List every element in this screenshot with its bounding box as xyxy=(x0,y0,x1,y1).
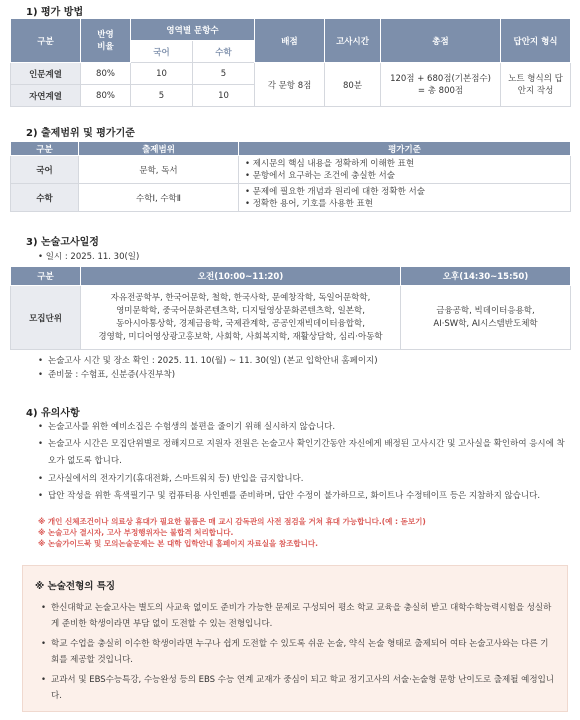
table-row xyxy=(11,286,571,350)
afternoon-units xyxy=(401,286,571,350)
header-math: 수학 xyxy=(193,41,255,63)
morning-units xyxy=(81,286,401,350)
warning-line: ※ 논술가이드북 및 모의논술문제는 본 대학 입학안내 홈페이지 자료실을 참조합니다. xyxy=(38,539,318,548)
table-row xyxy=(11,156,571,184)
evaluation-table xyxy=(10,18,571,107)
header-score: 배점 xyxy=(255,19,325,63)
math-count-cell: 10 xyxy=(193,85,255,107)
schedule-notes xyxy=(38,354,558,382)
unit-line: 영미문학학, 중국어문화콘텐츠학, 디지털영상문화콘텐츠학, 일본학, xyxy=(116,305,365,316)
criteria-line: • 제시문의 핵심 내용을 정확하게 이해한 표현 xyxy=(245,158,415,169)
schedule-table xyxy=(10,266,571,350)
division-cell: 국어 xyxy=(11,156,79,184)
unit-line: 금융공학, 빅데이터응용학, xyxy=(436,305,535,316)
list-item: • 고사실에서의 전자기기(휴대전화, 스마트워치 등) 반입을 금지합니다. xyxy=(38,472,566,486)
features-title: ※ 논술전형의 특징 xyxy=(35,581,116,592)
warnings xyxy=(38,516,566,549)
unit-line: 자유전공학부, 한국어문학, 철학, 한국사학, 문예창작학, 독일어문학학, xyxy=(110,292,371,303)
criteria-cell xyxy=(239,184,571,212)
header-time: 고사시간 xyxy=(325,19,381,63)
ratio-cell: 80% xyxy=(81,85,131,107)
scope-table xyxy=(10,141,571,212)
header-morning: 오전(10:00~11:20) xyxy=(81,267,401,286)
header-division: 구분 xyxy=(11,19,81,63)
list-item: • 교과서 및 EBS수능특강, 수능완성 등의 EBS 수능 연계 교재가 중심이 되고 학교 정기고사의 서술·논술형 문항 난이도로 출제될 예정입니다. xyxy=(41,672,556,704)
table-row xyxy=(11,63,571,85)
total-cell xyxy=(381,63,501,107)
list-item: • 논술고사를 위한 예비소집은 수험생의 불편을 줄이기 위해 실시하지 않습니다. xyxy=(38,420,566,434)
korean-count-cell: 10 xyxy=(131,63,193,85)
total-line-2: = 총 800점 xyxy=(417,85,464,96)
header-division: 구분 xyxy=(11,267,81,286)
header-total: 총점 xyxy=(381,19,501,63)
unit-line: 동아시아통상학, 경제금융학, 국제관계학, 공공인재빅데이터융합학, xyxy=(116,318,365,329)
time-cell: 80분 xyxy=(325,63,381,107)
criteria-line: • 문항에서 요구하는 조건에 충실한 서술 xyxy=(245,170,395,181)
header-criteria: 평가기준 xyxy=(239,142,571,156)
list-item: • 답안 작성을 위한 흑색필기구 및 컴퓨터용 사인펜를 준비하며, 답안 수정이 불가하므로, 화이트나 수정테이프 등은 지참하지 않습니다. xyxy=(38,488,566,505)
answer-form-cell: 노트 형식의 답안지 작성 xyxy=(501,63,571,107)
header-korean: 국어 xyxy=(131,41,193,63)
list-item: • 한신대학교 논술고사는 별도의 사교육 없이도 준비가 가능한 문제로 구성되어 평소 학교 교육을 충실히 받고 대학수학능력시험을 성실하게 준비한 학생이라면 부담 없이 도전할 수 있는 전형입니다. xyxy=(41,600,556,632)
criteria-line: • 정확한 용어, 기호를 사용한 표현 xyxy=(245,198,373,209)
korean-count-cell: 5 xyxy=(131,85,193,107)
row-label: 모집단위 xyxy=(11,286,81,350)
table-row xyxy=(11,184,571,212)
unit-line: AI·SW학, AI시스템반도체학 xyxy=(433,318,538,329)
range-cell: 수학Ⅰ, 수학Ⅱ xyxy=(79,184,239,212)
warning-line: ※ 논술고사 결시자, 고사 부정행위자는 불합격 처리합니다. xyxy=(38,528,234,537)
list-item: • 논술고사 시간 및 장소 확인 : 2025. 11. 10(월) ~ 11. 30(일) (본교 입학안내 홈페이지) xyxy=(38,354,558,368)
header-division: 구분 xyxy=(11,142,79,156)
section-title-scope: 2) 출제범위 및 평가기준 xyxy=(26,128,135,139)
score-cell: 각 문항 8점 xyxy=(255,63,325,107)
criteria-cell xyxy=(239,156,571,184)
range-cell: 문학, 독서 xyxy=(79,156,239,184)
header-range: 출제범위 xyxy=(79,142,239,156)
features-list xyxy=(41,600,556,708)
header-ratio: 반영 비율 xyxy=(81,19,131,63)
list-item: • 학교 수업을 충실히 이수한 학생이라면 누구나 쉽게 도전할 수 있도록 쉬운 논술, 약식 논술 형태로 출제되어 여타 논술고사와는 다른 기회를 제공할 것입니다. xyxy=(41,636,556,668)
section-title-schedule: 3) 논술고사일정 xyxy=(26,237,99,248)
division-cell: 자연계열 xyxy=(11,85,81,107)
division-cell: 인문계열 xyxy=(11,63,81,85)
list-item: • 논술고사 시간은 모집단위별로 정해지므로 지원자 전원은 논술고사 확인기간동안 자신에게 배정된 고사시간 및 고사실을 확인하여 응시에 착오가 없도록 합니다. xyxy=(38,436,566,470)
warning-line: ※ 개인 신체조건이나 의료상 휴대가 필요한 물품은 매 교시 감독관의 사전 점검을 거쳐 휴대 가능합니다.(예 : 돋보기) xyxy=(38,517,426,526)
section-title-precautions: 4) 유의사항 xyxy=(26,408,80,419)
unit-line: 경영학, 미디어영상광고홍보학, 사회학, 사회복지학, 재활상담학, 심리·아동학 xyxy=(98,331,383,342)
criteria-line: • 문제에 필요한 개념과 원리에 대한 정확한 서술 xyxy=(245,186,425,197)
header-question-count: 영역별 문항수 xyxy=(131,19,255,41)
section-title-evaluation: 1) 평가 방법 xyxy=(26,7,84,18)
features-box xyxy=(22,565,568,712)
division-cell: 수학 xyxy=(11,184,79,212)
header-afternoon: 오후(14:30~15:50) xyxy=(401,267,571,286)
total-line-1: 120점 + 680점(기본점수) xyxy=(390,73,491,84)
header-answer-form: 답안지 형식 xyxy=(501,19,571,63)
exam-date: • 일시 : 2025. 11. 30(일) xyxy=(38,252,140,262)
list-item: • 준비물 : 수험표, 신분증(사진부착) xyxy=(38,368,558,382)
ratio-cell: 80% xyxy=(81,63,131,85)
math-count-cell: 5 xyxy=(193,63,255,85)
precautions-list xyxy=(38,420,566,505)
